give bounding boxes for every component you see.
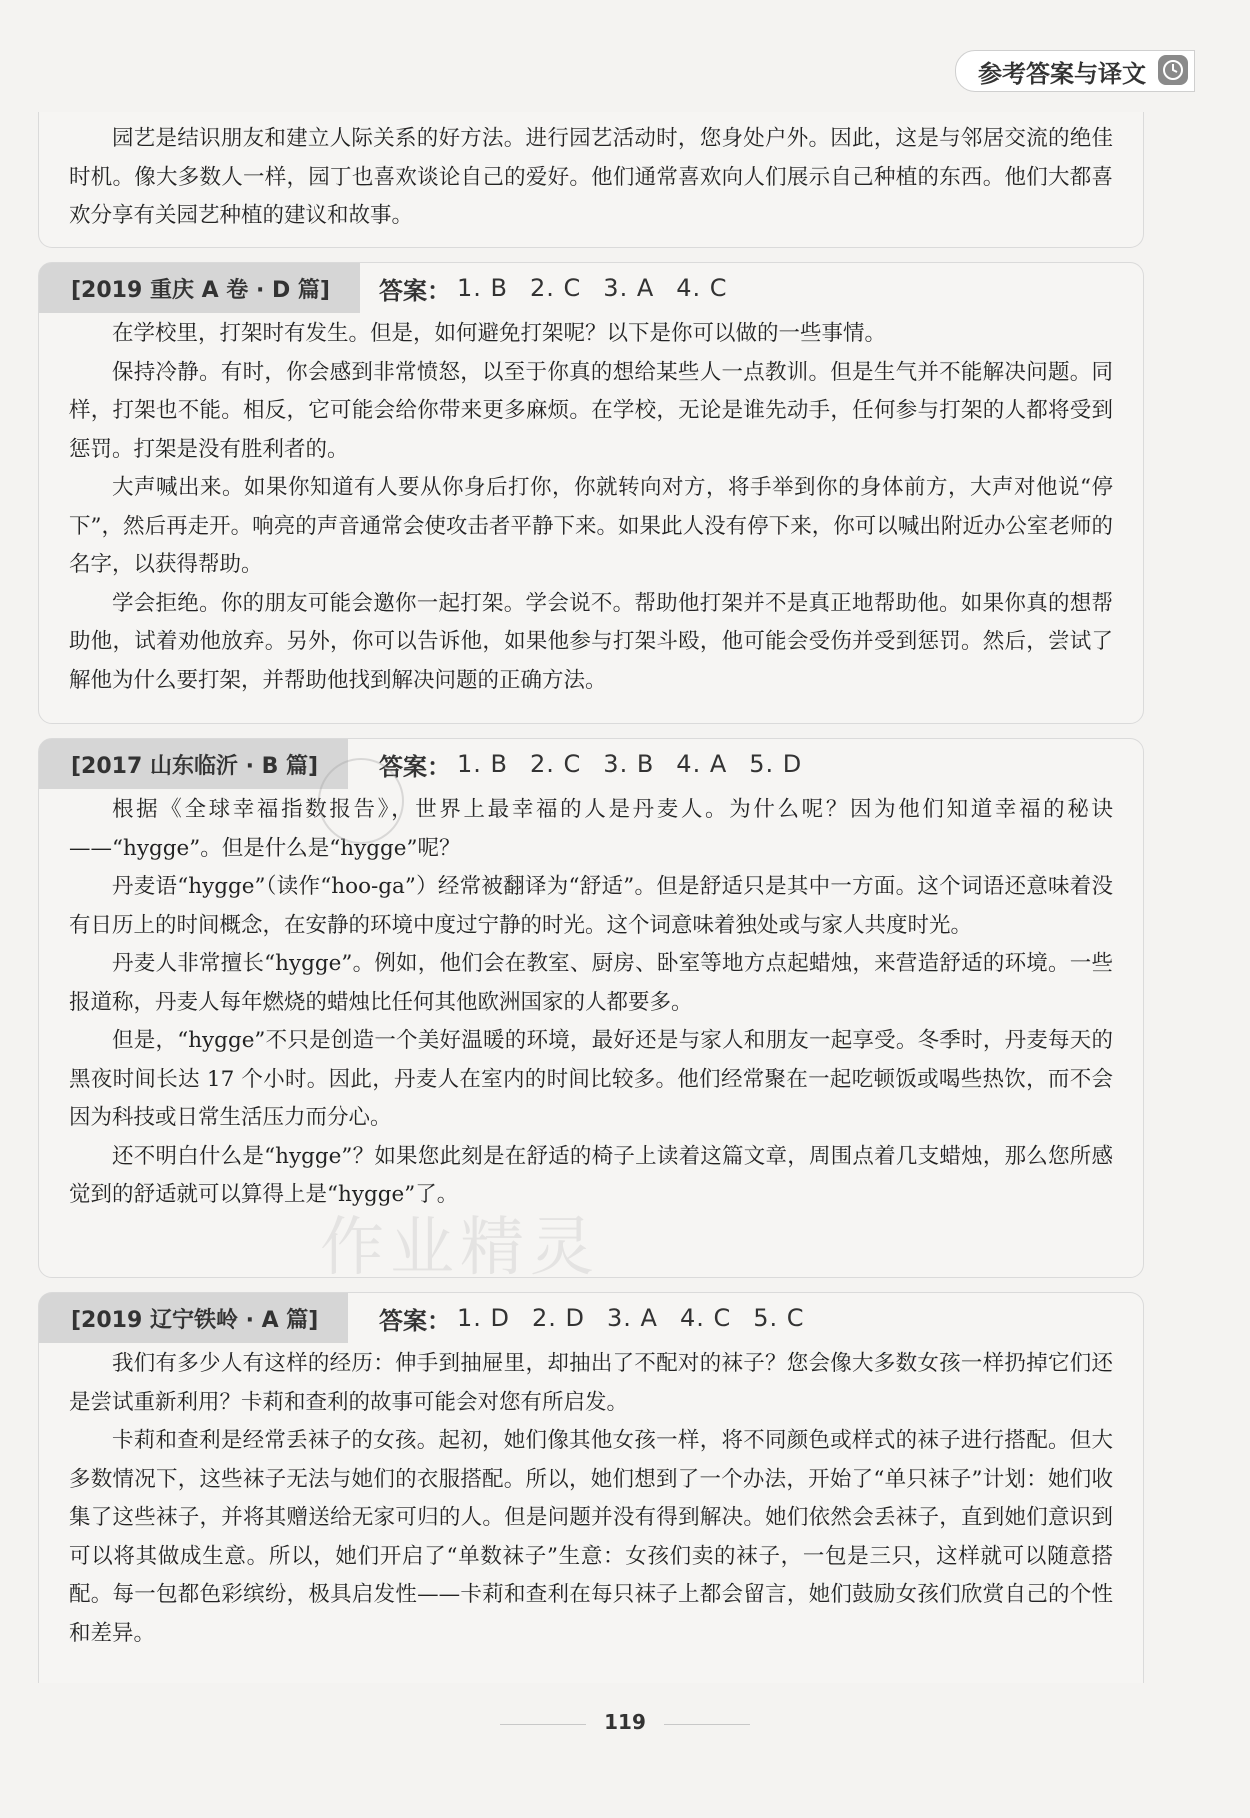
answer-key xyxy=(379,1293,827,1343)
stamp-watermark xyxy=(318,758,404,844)
paragraph: 但是，“hygge”不只是创造一个美好温暖的环境，最好还是与家人和朋友一起享受。冬季时，丹麦每天的黑夜时间长达 17 个小时。因此，丹麦人在室内的时间比较多。他们经常聚在一起吃顿饭或喝些热饮，而不会因为科技或日常生活压力而分心。 xyxy=(69,1028,1113,1130)
paragraph: 还不明白什么是“hygge”？如果您此刻是在舒适的椅子上读着这篇文章，周围点着几支蜡烛，那么您所感觉到的舒适就可以算得上是“hygge”了。 xyxy=(69,1143,1113,1207)
answer-label: 答案： xyxy=(379,276,451,305)
paragraph: 我们有多少人有这样的经历：伸手到抽屉里，却抽出了不配对的袜子？您会像大多数女孩一样扔掉它们还是尝试重新利用？卡莉和查利的故事可能会对您有所启发。 xyxy=(69,1351,1113,1415)
paragraph: 根据《全球幸福指数报告》，世界上最幸福的人是丹麦人。为什么呢？因为他们知道幸福的秘诀——“hygge”。但是什么是“hygge”呢？ xyxy=(69,797,1113,861)
answer-item: 5. C xyxy=(753,1304,805,1332)
answer-item: 4. C xyxy=(676,274,728,302)
answer-label: 答案： xyxy=(379,752,451,781)
section-tag: [2017 山东临沂 · B 篇] xyxy=(39,739,348,789)
answer-key xyxy=(379,739,824,789)
answer-item: 3. B xyxy=(603,750,655,778)
page-number-value: 119 xyxy=(586,1710,664,1734)
section-tag: [2019 辽宁铁岭 · A 篇] xyxy=(39,1293,348,1343)
answer-item: 1. D xyxy=(457,1304,511,1332)
answer-item: 2. C xyxy=(530,274,582,302)
answer-item: 2. D xyxy=(532,1304,586,1332)
answer-item: 3. A xyxy=(607,1304,658,1332)
answer-item: 1. B xyxy=(457,274,508,302)
paragraph: 保持冷静。有时，你会感到非常愤怒，以至于你真的想给某些人一点教训。但是生气并不能解决问题。同样，打架也不能。相反，它可能会给你带来更多麻烦。在学校，无论是谁先动手，任何参与打架的人都将受到惩罚。打架是没有胜利者的。 xyxy=(69,359,1113,462)
paragraph: 园艺是结识朋友和建立人际关系的好方法。进行园艺活动时，您身处户外。因此，这是与邻居交流的绝佳时机。像大多数人一样，园丁也喜欢谈论自己的爱好。他们通常喜欢向人们展示自己种植的东西。他们大都喜欢分享有关园艺种植的建议和故事。 xyxy=(69,126,1113,228)
answer-item: 4. A xyxy=(676,750,728,778)
header-title: 参考答案与译文 xyxy=(978,59,1146,88)
paragraph: 在学校里，打架时有发生。但是，如何避免打架呢？以下是你可以做的一些事情。 xyxy=(112,321,887,346)
answer-item: 5. D xyxy=(749,750,803,778)
paragraph: 学会拒绝。你的朋友可能会邀你一起打架。学会说不。帮助他打架并不是真正地帮助他。如果你真的想帮助他，试着劝他放弃。另外，你可以告诉他，如果他参与打架斗殴，他可能会受伤并受到惩罚。然后，尝试了解他为什么要打架，并帮助他找到解决问题的正确方法。 xyxy=(69,590,1113,693)
answer-key xyxy=(379,263,750,313)
answer-item: 2. C xyxy=(530,750,582,778)
paragraph: 卡莉和查利是经常丢袜子的女孩。起初，她们像其他女孩一样，将不同颜色或样式的袜子进行搭配。但大多数情况下，这些袜子无法与她们的衣服搭配。所以，她们想到了一个办法，开始了“单只袜子”计划：她们收集了这些袜子，并将其赠送给无家可归的人。但是问题并没有得到解决。她们依然会丢袜子，直到她们意识到可以将其做成生意。所以，她们开启了“单数袜子”生意：女孩们卖的袜子，一包是三只，这样就可以随意搭配。每一包都色彩缤纷，极具启发性——卡莉和查利在每只袜子上都会留言，她们鼓励女孩们欣赏自己的个性和差异。 xyxy=(69,1428,1113,1646)
paragraph: 丹麦语“hygge”（读作“hoo-ga”）经常被翻译为“舒适”。但是舒适只是其中一方面。这个词语还意味着没有日历上的时间概念，在安静的环境中度过宁静的时光。这个词意味着独处或与家人共度时光。 xyxy=(69,874,1113,938)
answer-item: 1. B xyxy=(457,750,508,778)
continued-translation-block xyxy=(38,112,1144,248)
header-title-tab xyxy=(955,50,1195,92)
section-tag: [2019 重庆 A 卷 · D 篇] xyxy=(39,263,360,313)
paragraph: 丹麦人非常擅长“hygge”。例如，他们会在教室、厨房、卧室等地方点起蜡烛，来营造舒适的环境。一些报道称，丹麦人每年燃烧的蜡烛比任何其他欧洲国家的人都要多。 xyxy=(69,951,1113,1015)
section-2019-chongqing xyxy=(38,262,1144,724)
paragraph: 大声喊出来。如果你知道有人要从你身后打你，你就转向对方，将手举到你的身体前方，大声对他说“停下”，然后再走开。响亮的声音通常会使攻击者平静下来。如果此人没有停下来，你可以喊出附近办公室老师的名字，以获得帮助。 xyxy=(69,475,1113,577)
clock-icon xyxy=(1158,55,1188,85)
answer-label: 答案： xyxy=(379,1306,451,1335)
section-2019-liaoning xyxy=(38,1292,1144,1683)
page-number xyxy=(0,1710,1250,1734)
answer-item: 4. C xyxy=(679,1304,732,1332)
watermark-text: 作业精灵 xyxy=(320,1211,600,1285)
answer-item: 3. A xyxy=(603,274,655,302)
